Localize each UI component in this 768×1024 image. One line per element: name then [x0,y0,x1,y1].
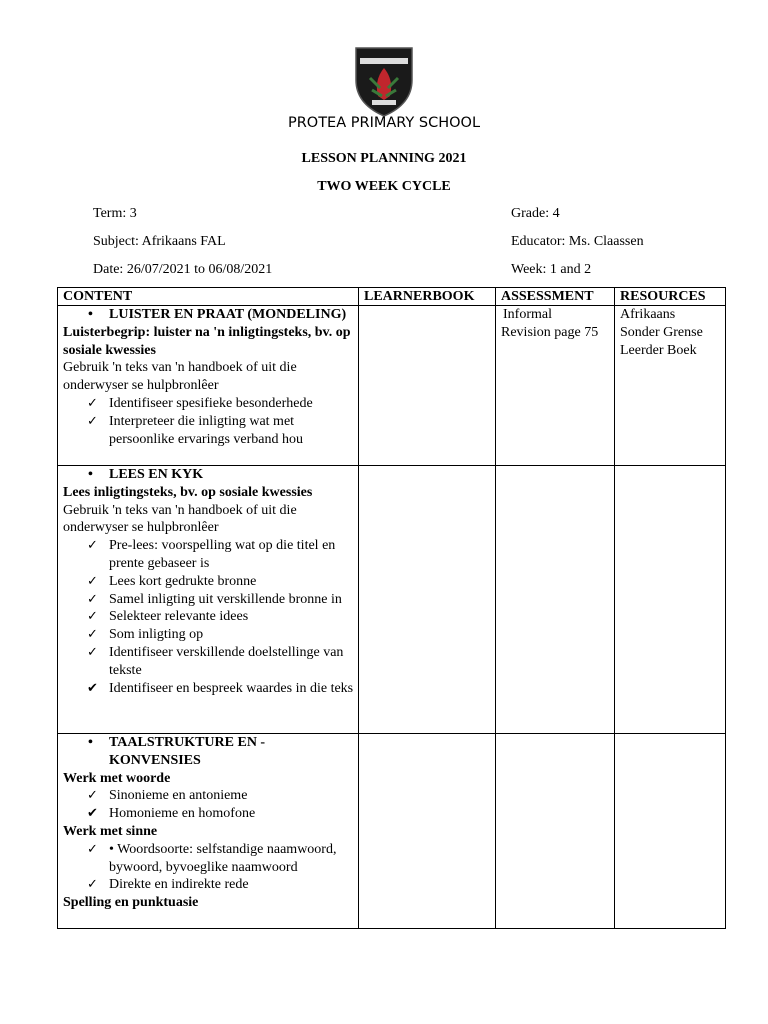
list-item [63,413,358,449]
list-item-text: Sinonieme en antonieme [109,788,248,804]
checkmark-icon: ✓ [87,591,98,607]
section-heading: LEES EN KYK [109,467,204,482]
section-heading: LUISTER EN PRAAT (MONDELING) [109,307,347,322]
checkmark-icon: ✔ [87,806,98,822]
list-item [63,608,358,626]
subheading: Spelling en punktuasie [63,895,199,911]
header-content: CONTENT [58,288,359,306]
list-item-text: Som inligting op [109,627,204,643]
checkmark-icon: ✓ [87,609,98,625]
checkmark-icon: ✓ [87,644,98,660]
list-item-text: Samel inligting uit verskillende bronne in [109,591,342,607]
table-header-row [58,288,726,306]
learnerbook-cell [359,734,496,929]
list-item [63,466,358,484]
intro-text: Gebruik 'n teks van 'n handboek of uit die onderwyser se hulpbronlêer [63,502,297,536]
assessment-cell [496,734,615,929]
list-item [63,734,358,770]
assessment-cell [496,466,615,734]
header-learnerbook: LEARNERBOOK [359,288,496,306]
page-title: LESSON PLANNING 2021 [301,151,467,166]
list-item [63,787,358,805]
checkmark-icon: ✓ [87,395,98,411]
list-item-text: • Woordsoorte: selfstandige naamwoord, bywoord, byvoeglike naamwoord [109,841,337,875]
list-item-text: Pre-lees: voorspelling wat op die titel en prente gebaseer is [109,538,336,571]
intro-text: Gebruik 'n teks van 'n handboek of uit die onderwyser se hulpbronlêer [63,360,297,394]
list-item-text: Selekteer relevante idees [109,609,249,625]
bullet-icon: • [88,467,93,482]
list-item-text: Direkte en indirekte rede [109,877,249,893]
list-item-text: Identifiseer en bespreek waardes in die teks [109,680,354,696]
list-item [63,395,358,413]
term-field: Term: 3 [93,206,137,221]
content-cell [58,466,359,734]
list-item-text: Homonieme en homofone [109,806,256,822]
checkmark-icon: ✓ [87,841,98,857]
content-cell [58,734,359,929]
assessment-cell [496,306,615,466]
learnerbook-cell [359,466,496,734]
subheading: Werk met sinne [63,823,158,839]
assessment-text: Informal [503,307,552,322]
header-resources: RESOURCES [615,288,726,306]
grade-field: Grade: 4 [511,206,560,221]
resource-text: Leerder Boek [620,342,697,358]
checkmark-icon: ✓ [87,573,98,589]
educator-field: Educator: Ms. Claassen [511,234,644,249]
bullet-icon: • [88,735,93,750]
list-item-text: Interpreteer die inligting wat met persoonlike ervarings verband hou [109,413,303,447]
checkmark-icon: ✓ [87,788,98,804]
list-item [63,876,358,894]
list-item [63,537,358,573]
list-item [63,680,358,698]
list-item [63,841,358,877]
week-field: Week: 1 and 2 [511,262,592,277]
table-row [58,466,726,734]
bullet-icon: • [88,307,93,322]
list-item-text: Identifiseer spesifieke besonderhede [109,395,313,411]
list-item-text: Identifiseer verskillende doelstellinge van tekste [109,644,344,678]
header-assessment: ASSESSMENT [496,288,615,306]
resource-text: Sonder Grense [620,324,703,340]
content-cell [58,306,359,466]
checkmark-icon: ✔ [87,680,98,696]
page-subtitle: TWO WEEK CYCLE [317,179,451,194]
subheading: Lees inligtingsteks, bv. op sosiale kwessies [63,484,313,500]
learnerbook-cell [359,306,496,466]
checkmark-icon: ✓ [87,413,98,429]
checkmark-icon: ✓ [87,877,98,893]
subject-field: Subject: Afrikaans FAL [93,234,226,249]
resources-cell [615,734,726,929]
school-name: PROTEA PRIMARY SCHOOL [287,115,481,131]
checkmark-icon: ✓ [87,538,98,554]
subheading: Werk met woorde [63,770,171,786]
table-row [58,306,726,466]
list-item [63,573,358,591]
list-item [63,591,358,609]
section-heading: TAALSTRUKTURE EN - KONVENSIES [109,735,266,768]
list-item [63,626,358,644]
assessment-text: Revision page 75 [501,324,599,340]
list-item [63,644,358,680]
resources-cell [615,306,726,466]
subheading: Luisterbegrip: luister na 'n inligtingsteks, bv. op sosiale kwessies [63,324,351,358]
date-field: Date: 26/07/2021 to 06/08/2021 [93,262,273,277]
list-item [63,306,358,324]
school-crest-icon [352,44,416,118]
list-item-text: Lees kort gedrukte bronne [109,573,257,589]
list-item [63,805,358,823]
lesson-plan-table [57,287,726,929]
table-row [58,734,726,929]
checkmark-icon: ✓ [87,627,98,643]
resources-cell [615,466,726,734]
resource-text: Afrikaans [620,307,676,322]
